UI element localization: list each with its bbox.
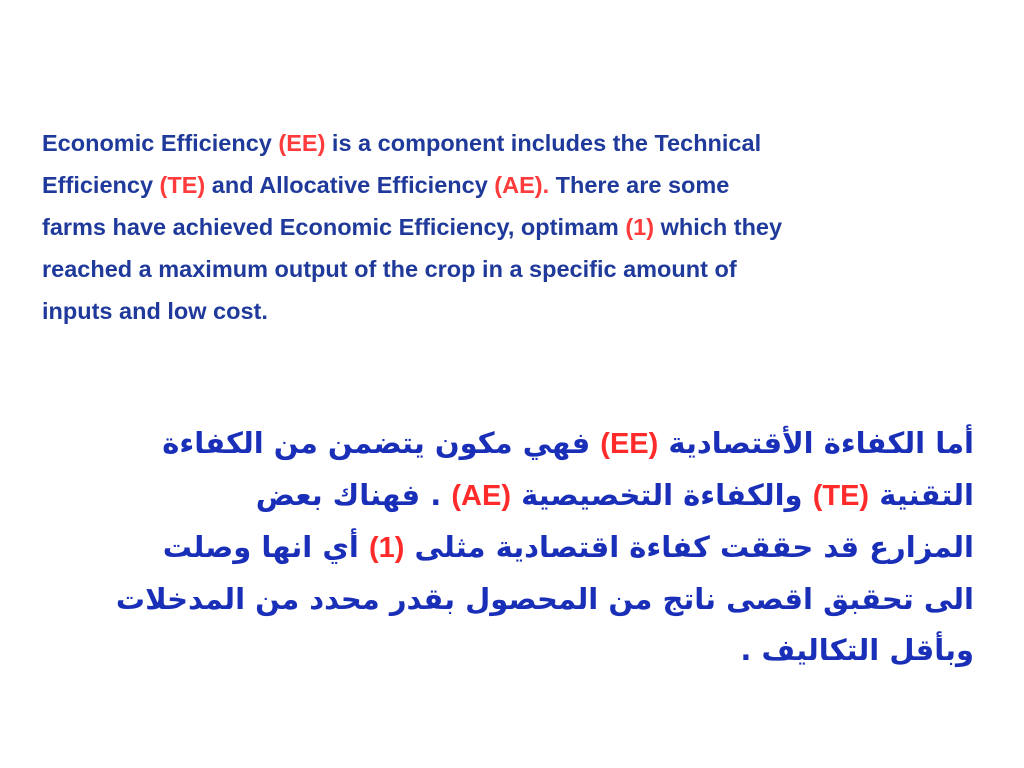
- arabic-line-2: [34, 470, 974, 522]
- arabic-text: أما الكفاءة الأقتصادية: [658, 426, 974, 460]
- english-text: farms have achieved Economic Efficiency, optimam: [42, 214, 626, 240]
- arabic-text: والكفاءة التخصيصية: [510, 478, 813, 512]
- abbreviation-ee-arabic: (EE): [600, 428, 659, 460]
- english-line-3: [42, 206, 992, 248]
- english-text: and Allocative Efficiency: [205, 172, 495, 198]
- english-line-1: [42, 122, 992, 164]
- arabic-paragraph: [34, 418, 974, 676]
- abbreviation-ee: (EE): [278, 130, 326, 156]
- english-line-4: reached a maximum output of the crop in a specific amount of: [42, 256, 737, 282]
- arabic-text: أي انها وصلت: [162, 530, 369, 564]
- abbreviation-te-arabic: (TE): [812, 480, 870, 512]
- arabic-text: . فهناك بعض: [255, 478, 452, 512]
- abbreviation-te: (TE): [159, 172, 206, 198]
- english-text: which they: [654, 214, 783, 240]
- arabic-text: المزارع قد حققت كفاءة اقتصادية مثلى: [404, 530, 974, 564]
- english-text: Efficiency: [42, 172, 160, 198]
- arabic-text: فهي مكون يتضمن من الكفاءة: [162, 426, 601, 460]
- arabic-text: التقنية: [869, 478, 974, 512]
- arabic-line-5: وبأقل التكاليف .: [740, 633, 974, 667]
- english-text: There are some: [549, 172, 730, 198]
- marker-1-arabic: (1): [368, 532, 405, 564]
- arabic-line-4: الى تحقبق اقصى ناتج من المحصول بقدر محدد من المدخلات: [115, 582, 974, 616]
- english-paragraph: [42, 122, 992, 332]
- marker-1: (1): [625, 214, 655, 240]
- arabic-line-1: [34, 418, 974, 470]
- abbreviation-ae: (AE).: [494, 172, 550, 198]
- arabic-line-3: [34, 522, 974, 574]
- english-line-2: [42, 164, 992, 206]
- english-line-5: inputs and low cost.: [42, 298, 268, 324]
- abbreviation-ae-arabic: (AE): [451, 480, 511, 512]
- english-text: is a component includes the Technical: [325, 130, 762, 156]
- english-text: Economic Efficiency: [42, 130, 279, 156]
